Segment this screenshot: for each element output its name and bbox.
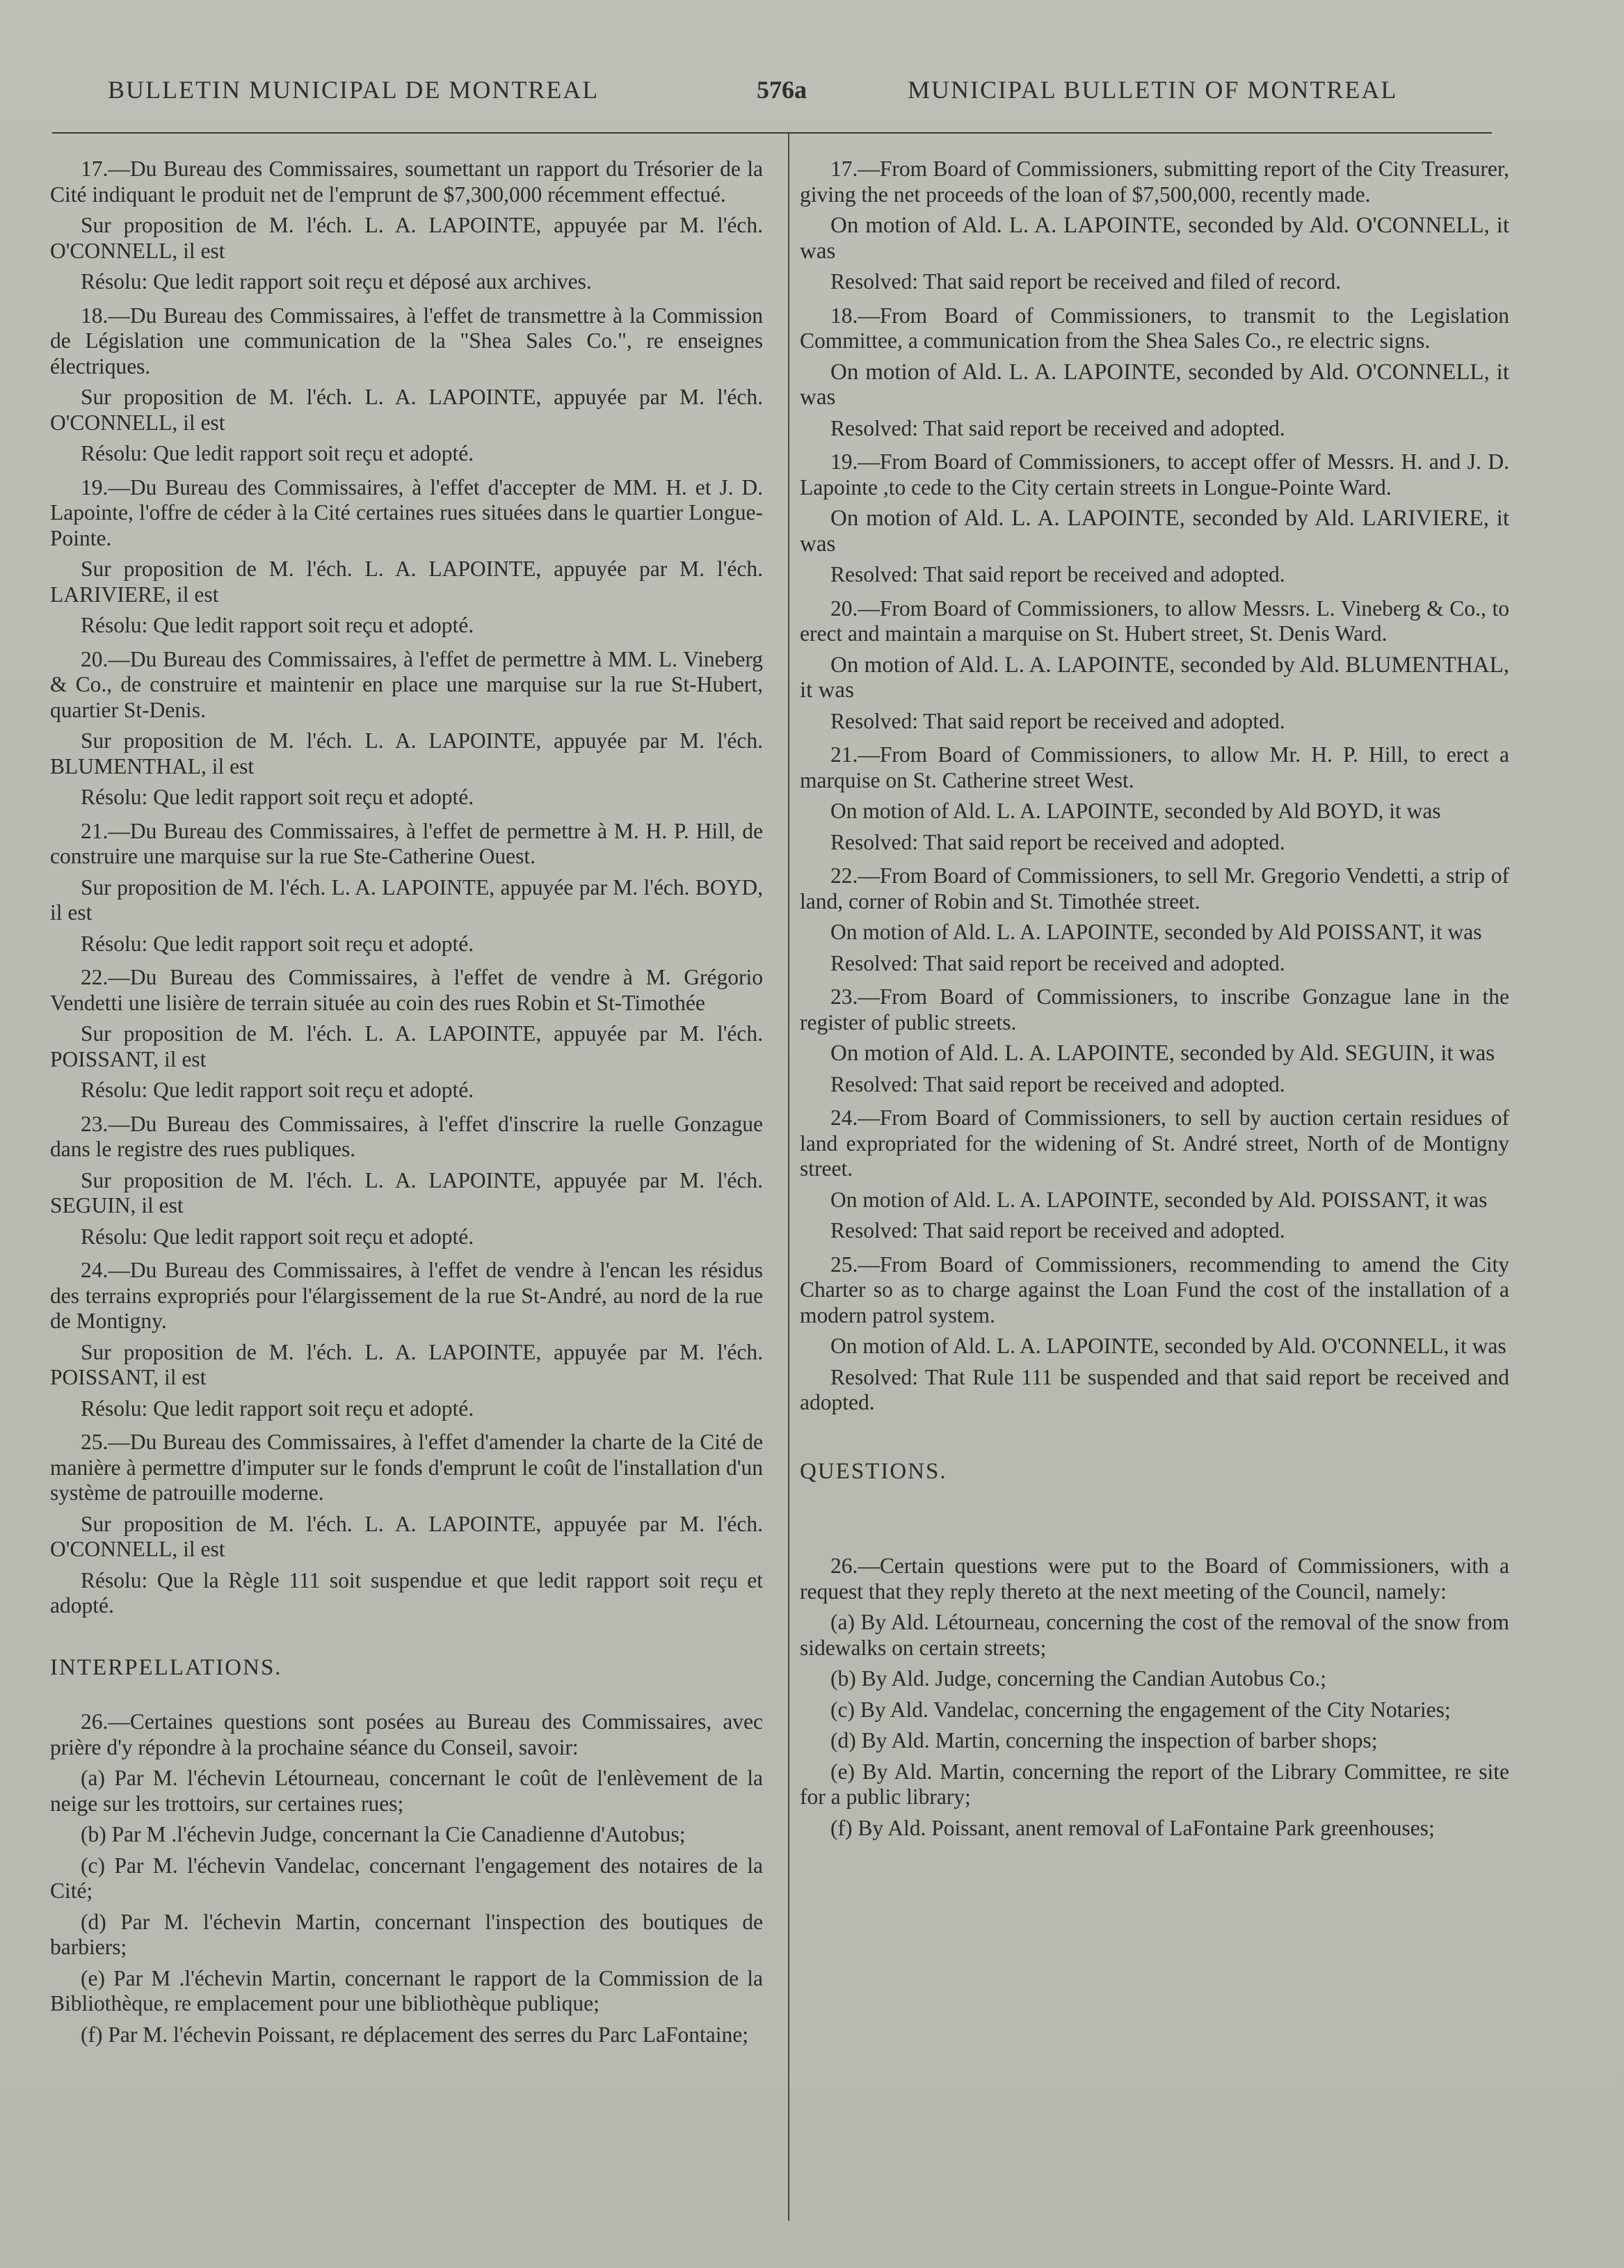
en-item-20-head: 20.—From Board of Commissioners, to allow Messrs. L. Vineberg & Co., to erect and maintain a marquise on St. Hubert street, St. Denis Ward. — [800, 596, 1509, 646]
en-question-c: (c) By Ald. Vandelac, concerning the engagement of the City Notaries; — [830, 1697, 1451, 1722]
en-item-18-head: 18.—From Board of Commissioners, to transmit to the Legislation Committee, a communication from the Shea Sales Co., re electric signs. — [800, 303, 1509, 353]
fr-item-18-resolved: Résolu: Que ledit rapport soit reçu et adopté. — [81, 441, 474, 465]
fr-question-e: (e) Par M .l'échevin Martin, concernant le rapport de la Commission de la Bibliothèque, re emplacement pour une bibliothèque publique; — [50, 1965, 763, 2015]
en-item-22-resolved: Resolved: That said report be received and adopted. — [830, 950, 1285, 975]
fr-item-17-resolved: Résolu: Que ledit rapport soit reçu et déposé aux archives. — [81, 269, 592, 294]
fr-question-d: (d) Par M. l'échevin Martin, concernant l'inspection des boutiques de barbiers; — [50, 1909, 763, 1959]
en-item-18-resolved: Resolved: That said report be received and adopted. — [830, 415, 1285, 440]
fr-item-21-resolved: Résolu: Que ledit rapport soit reçu et adopté. — [81, 931, 474, 956]
fr-item-25-head: 25.—Du Bureau des Commissaires, à l'effet d'amender la charte de la Cité de manière à permettre d'imputer sur le fonds d'emprunt le coût de l'installation d'un système de patrouille moderne. — [50, 1430, 763, 1505]
fr-item-25-resolved: Résolu: Que la Règle 111 soit suspendue et que ledit rapport soit reçu et adopté. — [50, 1567, 763, 1618]
en-item-17-motion: On motion of Ald. L. A. LAPOINTE, seconded by Ald. O'CONNELL, it was — [800, 213, 1509, 264]
fr-item-20-motion: Sur proposition de M. l'éch. L. A. LAPOINTE, appuyée par M. l'éch. BLUMENTHAL, il est — [50, 728, 763, 778]
fr-item-24-head: 24.—Du Bureau des Commissaires, à l'effet de vendre à l'encan les résidus des terrains expropriés pour l'élargissement de la rue St-André, au nord de la rue de Montigny. — [50, 1258, 763, 1333]
en-item-19-head: 19.—From Board of Commissioners, to accept offer of Messrs. H. and J. D. Lapointe ,to cede to the City certain streets in Longue-Pointe Ward. — [800, 449, 1509, 500]
fr-item-25-motion: Sur proposition de M. l'éch. L. A. LAPOINTE, appuyée par M. l'éch. O'CONNELL, il est — [50, 1511, 763, 1561]
en-item-25-motion: On motion of Ald. L. A. LAPOINTE, seconded by Ald. O'CONNELL, it was — [830, 1334, 1506, 1358]
en-item-24-resolved: Resolved: That said report be received and adopted. — [830, 1218, 1285, 1243]
en-item-24-motion: On motion of Ald. L. A. LAPOINTE, seconded by Ald. POISSANT, it was — [830, 1187, 1488, 1212]
fr-item-21-head: 21.—Du Bureau des Commissaires, à l'effet de permettre à M. H. P. Hill, de construire une marquise sur la rue Ste-Catherine Ouest. — [50, 818, 763, 868]
en-item-20-resolved: Resolved: That said report be received and adopted. — [830, 708, 1285, 733]
fr-question-b: (b) Par M .l'échevin Judge, concernant la Cie Canadienne d'Autobus; — [81, 1822, 686, 1846]
page-number: 576a — [757, 76, 807, 104]
en-item-26-head: 26.—Certain questions were put to the Board of Commissioners, with a request that they reply thereto at the next meeting of the Council, namely: — [800, 1554, 1509, 1604]
en-item-19-resolved: Resolved: That said report be received and adopted. — [830, 562, 1285, 586]
en-item-24-head: 24.—From Board of Commissioners, to sell by auction certain residues of land expropriated for the widening of St. André street, North of de Montigny street. — [800, 1105, 1509, 1181]
fr-item-20-head: 20.—Du Bureau des Commissaires, à l'effet de permettre à MM. L. Vineberg & Co., de construire et maintenir en place une marquise sur la rue St-Hubert, quartier St-Denis. — [50, 646, 763, 722]
en-item-23-motion: On motion of Ald. L. A. LAPOINTE, seconded by Ald. SEGUIN, it was — [830, 1041, 1495, 1066]
fr-item-18-motion: Sur proposition de M. l'éch. L. A. LAPOINTE, appuyée par M. l'éch. O'CONNELL, il est — [50, 385, 763, 435]
fr-item-18-head: 18.—Du Bureau des Commissaires, à l'effet de transmettre à la Commission de Législation une communication de la "Shea Sales Co.", re enseignes électriques. — [50, 303, 763, 378]
fr-item-17-head: 17.—Du Bureau des Commissaires, soumettant un rapport du Trésorier de la Cité indiquant le produit net de l'emprunt de $7,300,000 récemment effectué. — [50, 157, 763, 207]
fr-item-24-resolved: Résolu: Que ledit rapport soit reçu et adopté. — [81, 1396, 474, 1421]
fr-item-22-head: 22.—Du Bureau des Commissaires, à l'effet de vendre à M. Grégorio Vendetti une lisière de terrain située au coin des rues Robin et St-Timothée — [50, 965, 763, 1015]
fr-question-a: (a) Par M. l'échevin Létourneau, concernant le coût de l'enlèvement de la neige sur les trottoirs, sur certaines rues; — [50, 1766, 763, 1816]
en-item-23-resolved: Resolved: That said report be received and adopted. — [830, 1071, 1285, 1096]
fr-item-19-head: 19.—Du Bureau des Commissaires, à l'effet d'accepter de MM. H. et J. D. Lapointe, l'offre de céder à la Cité certaines rues situées dans le quartier Longue-Pointe. — [50, 474, 763, 550]
en-item-22-motion: On motion of Ald. L. A. LAPOINTE, seconded by Ald POISSANT, it was — [830, 920, 1482, 944]
en-item-25-head: 25.—From Board of Commissioners, recommending to amend the City Charter so as to charge against the Loan Fund the cost of the installation of a modern patrol system. — [800, 1252, 1509, 1327]
fr-question-f: (f) Par M. l'échevin Poissant, re déplacement des serres du Parc LaFontaine; — [81, 2022, 748, 2047]
english-column — [800, 157, 1509, 1846]
en-question-b: (b) By Ald. Judge, concerning the Candian Autobus Co.; — [830, 1666, 1327, 1691]
en-question-d: (d) By Ald. Martin, concerning the inspection of barber shops; — [830, 1728, 1378, 1752]
fr-item-26-head: 26.—Certaines questions sont posées au Bureau des Commissaires, avec prière d'y répondre à la prochaine séance du Conseil, savoir: — [50, 1709, 763, 1759]
header-right-title: MUNICIPAL BULLETIN OF MONTREAL — [908, 76, 1398, 104]
en-question-a: (a) By Ald. Létourneau, concerning the cost of the removal of the snow from sidewalks on certain streets; — [800, 1610, 1509, 1660]
en-item-21-head: 21.—From Board of Commissioners, to allow Mr. H. P. Hill, to erect a marquise on St. Catherine street West. — [800, 742, 1509, 792]
fr-item-20-resolved: Résolu: Que ledit rapport soit reçu et adopté. — [81, 785, 474, 809]
fr-item-17-motion: Sur proposition de M. l'éch. L. A. LAPOINTE, appuyée par M. l'éch. O'CONNELL, il est — [50, 213, 763, 263]
en-item-21-motion: On motion of Ald. L. A. LAPOINTE, seconded by Ald BOYD, it was — [830, 799, 1441, 823]
en-item-21-resolved: Resolved: That said report be received and adopted. — [830, 829, 1285, 854]
header-rule — [52, 132, 1492, 134]
fr-item-19-motion: Sur proposition de M. l'éch. L. A. LAPOINTE, appuyée par M. l'éch. LARIVIERE, il est — [50, 557, 763, 607]
french-column — [50, 157, 763, 2053]
en-item-18-motion: On motion of Ald. L. A. LAPOINTE, seconded by Ald. O'CONNELL, it was — [800, 359, 1509, 410]
en-question-f: (f) By Ald. Poissant, anent removal of LaFontaine Park greenhouses; — [830, 1815, 1435, 1840]
fr-item-23-motion: Sur proposition de M. l'éch. L. A. LAPOINTE, appuyée par M. l'éch. SEGUIN, il est — [50, 1167, 763, 1217]
en-item-17-resolved: Resolved: That said report be received and filed of record. — [830, 269, 1342, 294]
en-item-22-head: 22.—From Board of Commissioners, to sell Mr. Gregorio Vendetti, a strip of land, corner of Robin and St. Timothée street. — [800, 863, 1509, 913]
fr-item-22-motion: Sur proposition de M. l'éch. L. A. LAPOINTE, appuyée par M. l'éch. POISSANT, il est — [50, 1021, 763, 1071]
en-item-23-head: 23.—From Board of Commissioners, to inscribe Gonzague lane in the register of public streets. — [800, 984, 1509, 1035]
fr-item-23-resolved: Résolu: Que ledit rapport soit reçu et adopté. — [81, 1224, 474, 1249]
fr-item-21-motion: Sur proposition de M. l'éch. L. A. LAPOINTE, appuyée par M. l'éch. BOYD, il est — [50, 875, 763, 925]
en-item-20-motion: On motion of Ald. L. A. LAPOINTE, seconded by Ald. BLUMENTHAL, it was — [800, 652, 1509, 703]
en-item-19-motion: On motion of Ald. L. A. LAPOINTE, seconded by Ald. LARIVIERE, it was — [800, 506, 1509, 557]
column-divider — [788, 134, 789, 2221]
fr-item-19-resolved: Résolu: Que ledit rapport soit reçu et adopté. — [81, 613, 474, 637]
header-left-title: BULLETIN MUNICIPAL DE MONTREAL — [108, 76, 600, 104]
en-section-title: QUESTIONS. — [800, 1458, 947, 1484]
fr-item-22-resolved: Résolu: Que ledit rapport soit reçu et adopté. — [81, 1078, 474, 1102]
fr-question-c: (c) Par M. l'échevin Vandelac, concernant l'engagement des notaires de la Cité; — [50, 1853, 763, 1903]
en-item-17-head: 17.—From Board of Commissioners, submitting report of the City Treasurer, giving the net proceeds of the loan of $7,500,000, recently made. — [800, 157, 1509, 207]
fr-item-23-head: 23.—Du Bureau des Commissaires, à l'effet d'inscrire la ruelle Gonzague dans le registre des rues publiques. — [50, 1111, 763, 1161]
fr-section-title: INTERPELLATIONS. — [50, 1654, 282, 1680]
en-item-25-resolved: Resolved: That Rule 111 be suspended and that said report be received and adopted. — [800, 1364, 1509, 1414]
en-question-e: (e) By Ald. Martin, concerning the report of the Library Committee, re site for a public library; — [800, 1759, 1509, 1809]
fr-item-24-motion: Sur proposition de M. l'éch. L. A. LAPOINTE, appuyée par M. l'éch. POISSANT, il est — [50, 1339, 763, 1389]
